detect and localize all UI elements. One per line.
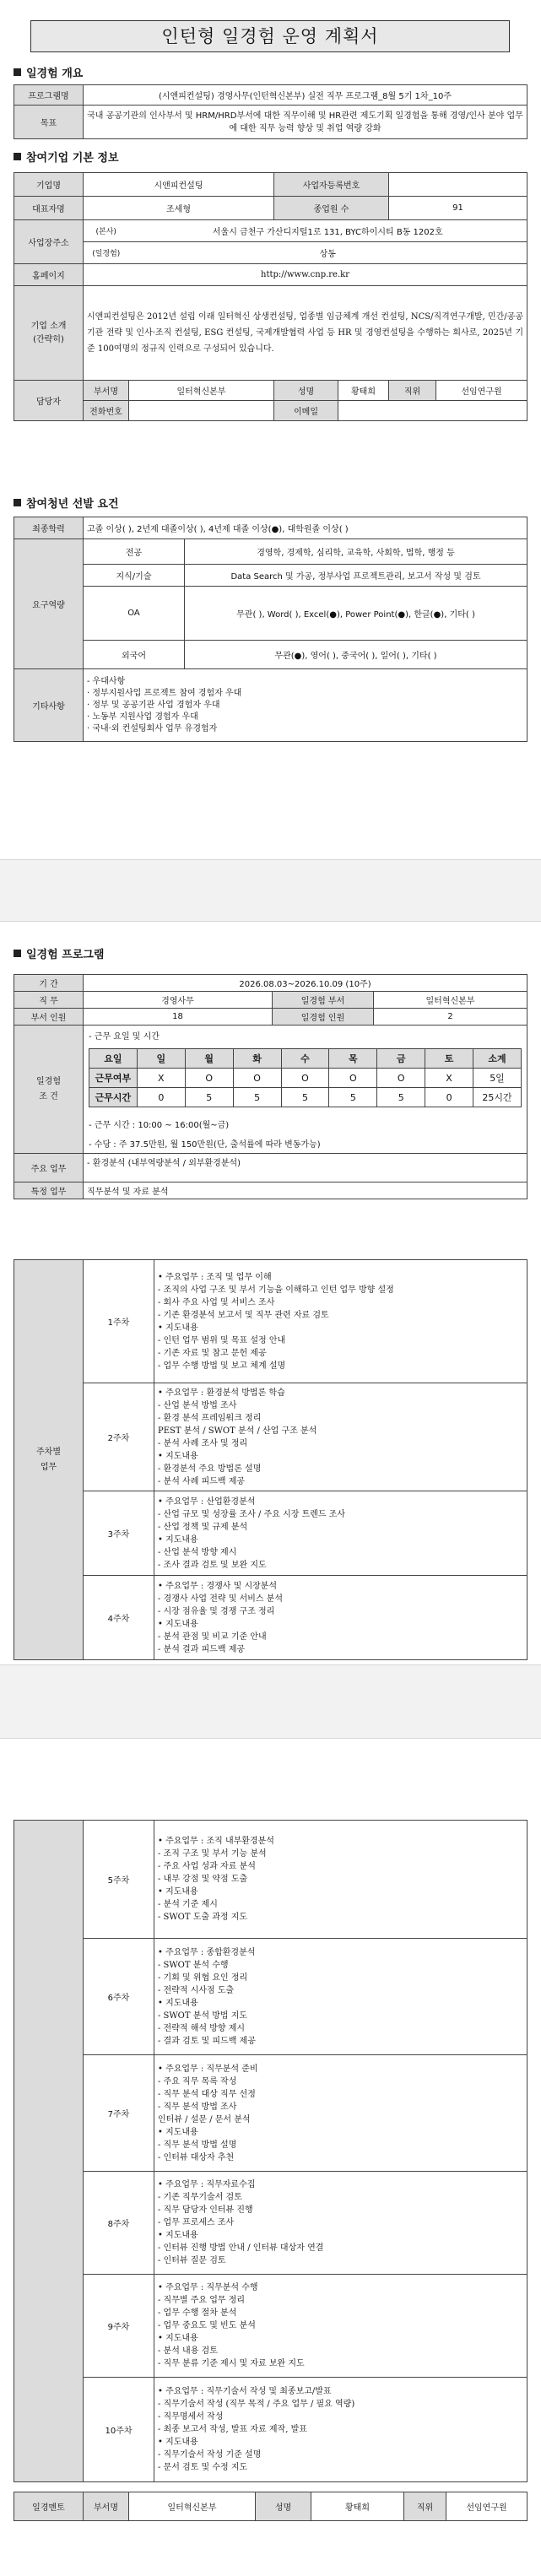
pref-item: · 노동부 지원사업 경험자 우대 bbox=[87, 712, 198, 722]
page-3 bbox=[0, 1739, 541, 2576]
week-item: • 지도내용 bbox=[158, 1887, 198, 1897]
square-bullet-icon bbox=[14, 950, 21, 957]
week-label: 10주차 bbox=[84, 2378, 154, 2482]
week-item: - 업무 중요도 및 빈도 분석 bbox=[158, 2321, 256, 2330]
week-item: • 지도내용 bbox=[158, 1323, 198, 1333]
week-item: - 환경분석 주요 방법론 설명 bbox=[158, 1464, 262, 1474]
week-item: • 지도내용 bbox=[158, 2334, 198, 2343]
program-label: 프로그램명 bbox=[14, 85, 84, 106]
week-label: 2주차 bbox=[84, 1383, 154, 1491]
week-item: - 분석 사례 피드백 제공 bbox=[158, 1476, 246, 1486]
schedule-day-header: 요일 bbox=[89, 1049, 138, 1069]
dept-count-label: 부서 인원 bbox=[14, 1009, 84, 1026]
address-site-value: 상동 bbox=[129, 242, 527, 264]
schedule-table bbox=[89, 1048, 522, 1107]
conditions-heading: - 근무 요일 및 시간 bbox=[89, 1032, 160, 1042]
week-activities bbox=[154, 2378, 527, 2482]
program-table bbox=[14, 974, 527, 1199]
week-item: - 인터뷰 질문 검토 bbox=[158, 2256, 226, 2265]
week-item: • 주요업무 : 산업환경분석 bbox=[158, 1496, 256, 1507]
homepage-link[interactable]: http://www.cnp.re.kr bbox=[84, 264, 527, 286]
schedule-cell: O bbox=[377, 1069, 425, 1088]
skill-label: 지식/기술 bbox=[84, 565, 185, 587]
week-item: • 주요업무 : 조직 및 업무 이해 bbox=[158, 1272, 272, 1282]
square-bullet-icon bbox=[14, 68, 21, 76]
week-activities bbox=[154, 2055, 527, 2172]
email-value bbox=[338, 401, 527, 421]
week-item: - 인턴 업무 범위 및 목표 설정 안내 bbox=[158, 1335, 286, 1345]
schedule-cell: 근무여부 bbox=[89, 1069, 138, 1088]
schedule-cell: X bbox=[137, 1069, 185, 1088]
week-item: - 직무기술서 작성 기준 설명 bbox=[158, 2450, 262, 2460]
company-name-label: 기업명 bbox=[14, 173, 84, 197]
period-value: 2026.08.03~2026.10.09 (10주) bbox=[84, 975, 527, 992]
email-label: 이메일 bbox=[274, 401, 338, 421]
period-label: 기 간 bbox=[14, 975, 84, 992]
pay-line: - 수당 : 주 37.5만원, 월 150만원(단, 출석률에 따라 변동가능) bbox=[89, 1140, 321, 1150]
week-item: - 산업 분석 방법 조사 bbox=[158, 1400, 237, 1410]
manager-label: 담당자 bbox=[14, 381, 84, 421]
week-item: • 지도내용 bbox=[158, 1451, 198, 1461]
manager-name-label: 성명 bbox=[274, 381, 338, 401]
schedule-cell: 5 bbox=[233, 1088, 281, 1107]
week-item: - 산업 정책 및 규제 분석 bbox=[158, 1522, 248, 1532]
skill-value: Data Search 및 가공, 정부사업 프로젝트관리, 보고서 작성 및 검토 bbox=[185, 565, 527, 587]
bizno-label: 사업자등록번호 bbox=[274, 173, 389, 197]
mentor-name-label: 성명 bbox=[256, 2492, 311, 2521]
homepage-label: 홈페이지 bbox=[14, 264, 84, 286]
main-task-label: 주요 업무 bbox=[14, 1154, 84, 1182]
week-item: • 주요업무 : 직무분석 수행 bbox=[158, 2283, 258, 2292]
week-item: - 업무 수행 방법 및 보고 체계 설명 bbox=[158, 1361, 286, 1371]
week-item: - 산업 분석 방향 제시 bbox=[158, 1547, 237, 1557]
page-1 bbox=[0, 0, 541, 859]
schedule-cell: 0 bbox=[137, 1088, 185, 1107]
weekly-table-page3 bbox=[14, 1820, 527, 2482]
schedule-cell: 5 bbox=[329, 1088, 377, 1107]
week-item: • 주요업무 : 직무자료수집 bbox=[158, 2180, 256, 2189]
weekly-label-continued bbox=[14, 1821, 84, 2482]
page-2 bbox=[0, 922, 541, 1664]
phone-value bbox=[129, 401, 274, 421]
company-name-value: 시앤피컨설팅 bbox=[84, 173, 274, 197]
week-item: - 조사 결과 검토 및 보완 지도 bbox=[158, 1560, 267, 1570]
address-site-tag: (일경험) bbox=[84, 242, 129, 264]
weekly-label: 주차별 업무 bbox=[14, 1260, 84, 1660]
week-item: - 기회 및 위협 요인 정리 bbox=[158, 1973, 248, 1983]
intern-count-label: 일경험 인원 bbox=[273, 1009, 374, 1026]
section-overview-title: 일경험 개요 bbox=[26, 68, 84, 80]
week-label: 3주차 bbox=[84, 1491, 154, 1576]
schedule-cell: O bbox=[233, 1069, 281, 1088]
week-item: - 조직의 사업 구조 및 부서 기능을 이해하고 인턴 업무 방향 설정 bbox=[158, 1285, 394, 1295]
schedule-day-header: 화 bbox=[233, 1049, 281, 1069]
edu-value: 고졸 이상( ), 2년제 대졸이상( ), 4년제 대졸 이상(●), 대학원졸 이상( ) bbox=[84, 517, 527, 539]
schedule-cell: O bbox=[281, 1069, 329, 1088]
week-item: - 직무 분류 기준 제시 및 자료 보완 지도 bbox=[158, 2359, 305, 2368]
week-item: - 업무 수행 절차 분석 bbox=[158, 2308, 237, 2318]
intern-dept-label: 일경험 부서 bbox=[273, 992, 374, 1009]
conditions-cell bbox=[84, 1026, 527, 1154]
week-item: - 분석 관점 및 비교 기준 안내 bbox=[158, 1632, 267, 1642]
mentor-label: 일경멘토 bbox=[14, 2492, 84, 2521]
week-activities bbox=[154, 1576, 527, 1660]
week-item: - 문서 검토 및 수정 지도 bbox=[158, 2463, 248, 2472]
schedule-cell: O bbox=[185, 1069, 233, 1088]
week-activities bbox=[154, 1383, 527, 1491]
week-item: • 지도내용 bbox=[158, 1534, 198, 1545]
staff-label: 종업원 수 bbox=[274, 197, 389, 220]
week-item: - 주요 직무 목록 작성 bbox=[158, 2076, 237, 2086]
lang-value: 무관(●), 영어( ), 중국어( ), 일어( ), 기타( ) bbox=[185, 641, 527, 669]
bizno-value bbox=[389, 173, 527, 197]
week-activities bbox=[154, 1821, 527, 1939]
week-item: - 환경 분석 프레임워크 정리 bbox=[158, 1413, 262, 1423]
pref-item: · 정부지원사업 프로젝트 참여 경험자 우대 bbox=[87, 688, 242, 698]
week-item: - 분석 사례 조사 및 정리 bbox=[158, 1438, 248, 1448]
week-item: - 전략적 해석 방향 제시 bbox=[158, 2023, 246, 2033]
week-label: 7주차 bbox=[84, 2055, 154, 2172]
req-label: 요구역량 bbox=[14, 539, 84, 669]
week-item: • 지도내용 bbox=[158, 1998, 198, 2008]
week-activities bbox=[154, 1260, 527, 1383]
square-bullet-icon bbox=[14, 153, 21, 160]
week-item: • 지도내용 bbox=[158, 2127, 198, 2137]
week-label: 9주차 bbox=[84, 2275, 154, 2378]
week-item: PEST 분석 / SWOT 분석 / 산업 구조 분석 bbox=[158, 1426, 317, 1436]
week-item: - SWOT 분석 방법 지도 bbox=[158, 2010, 248, 2021]
section-overview-heading bbox=[14, 64, 83, 80]
job-value: 경영사무 bbox=[84, 992, 273, 1009]
mentor-name-value: 황태희 bbox=[311, 2492, 404, 2521]
schedule-day-header: 목 bbox=[329, 1049, 377, 1069]
mentor-dept-value: 일터혁신본부 bbox=[129, 2492, 256, 2521]
ceo-label: 대표자명 bbox=[14, 197, 84, 220]
week-item: - 직무 분석 방법 조사 bbox=[158, 2102, 237, 2112]
edu-label: 최종학력 bbox=[14, 517, 84, 539]
section-program-heading bbox=[14, 945, 104, 961]
week-item: - 산업 규모 및 성장률 조사 / 주요 시장 트렌드 조사 bbox=[158, 1509, 346, 1519]
schedule-day-header: 금 bbox=[377, 1049, 425, 1069]
week-label: 4주차 bbox=[84, 1576, 154, 1660]
pref-item: · 정부 및 공공기관 사업 경험자 우대 bbox=[87, 700, 220, 710]
schedule-day-header: 일 bbox=[137, 1049, 185, 1069]
week-item: 인터뷰 / 설문 / 문서 분석 bbox=[158, 2114, 251, 2124]
week-item: - 기존 직무기술서 검토 bbox=[158, 2193, 242, 2202]
schedule-cell: 5일 bbox=[473, 1069, 522, 1088]
week-item: - 시장 점유율 및 경쟁 구조 정리 bbox=[158, 1606, 275, 1616]
mentor-rank-value: 선임연구원 bbox=[446, 2492, 527, 2521]
schedule-cell: 0 bbox=[425, 1088, 473, 1107]
lang-label: 외국어 bbox=[84, 641, 185, 669]
week-item: - 분석 기준 제시 bbox=[158, 1900, 218, 1909]
pref-item: · 국내·외 컨설팅회사 업무 유경험자 bbox=[87, 723, 218, 733]
conditions-label: 일경험 조 건 bbox=[14, 1026, 84, 1154]
week-item: - 주요 사업 성과 자료 분석 bbox=[158, 1862, 256, 1871]
page-gap bbox=[0, 1664, 541, 1739]
week-item: • 주요업무 : 직무기술서 작성 및 최종보고/발표 bbox=[158, 2387, 332, 2396]
section-selection-heading bbox=[14, 495, 119, 511]
weekly-table-page2 bbox=[14, 1259, 527, 1660]
address-main-tag: (본사) bbox=[84, 220, 129, 242]
goal-value: 국내 공공기관의 인사부서 및 HRM/HRD부서에 대한 직무이해 및 HR관련 제도기획 일경험을 통해 경영/인사 분야 업무에 대한 직무 능력 향상 및 취업 역량 강화 bbox=[84, 106, 527, 139]
dept-count-value: 18 bbox=[84, 1009, 273, 1026]
week-item: - SWOT 도출 과정 지도 bbox=[158, 1913, 248, 1922]
week-item: - 분석 내용 검토 bbox=[158, 2346, 218, 2356]
week-item: • 주요업무 : 조직 내부환경분석 bbox=[158, 1837, 274, 1846]
major-label: 전공 bbox=[84, 539, 185, 565]
schedule-cell: X bbox=[425, 1069, 473, 1088]
week-activities bbox=[154, 1491, 527, 1576]
schedule-cell: 25시간 bbox=[473, 1088, 522, 1107]
schedule-day-header: 수 bbox=[281, 1049, 329, 1069]
week-item: - 업무 프로세스 조사 bbox=[158, 2218, 235, 2227]
schedule-cell: 5 bbox=[281, 1088, 329, 1107]
mentor-table bbox=[14, 2492, 527, 2521]
manager-name-value: 황태희 bbox=[338, 381, 389, 401]
week-item: • 주요업무 : 환경분석 방법론 학습 bbox=[158, 1388, 285, 1398]
intro-label: 기업 소개 (간략히) bbox=[14, 286, 84, 381]
schedule-cell: 근무시간 bbox=[89, 1088, 138, 1107]
week-item: - 직무기술서 작성 (직무 목적 / 주요 업무 / 필요 역량) bbox=[158, 2400, 355, 2409]
week-item: - 경쟁사 사업 전략 및 서비스 분석 bbox=[158, 1594, 284, 1604]
page-gap bbox=[0, 859, 541, 922]
week-item: - 직무별 주요 업무 정리 bbox=[158, 2296, 246, 2305]
job-label: 직 무 bbox=[14, 992, 84, 1009]
intern-count-value: 2 bbox=[374, 1009, 527, 1026]
manager-dept-label: 부서명 bbox=[84, 381, 129, 401]
pref-item: - 우대사항 bbox=[87, 676, 126, 686]
schedule-day-header: 월 bbox=[185, 1049, 233, 1069]
week-label: 6주차 bbox=[84, 1939, 154, 2055]
phone-label: 전화번호 bbox=[84, 401, 129, 421]
document-title: 인턴형 일경험 운영 계획서 bbox=[30, 20, 510, 52]
goal-label: 목표 bbox=[14, 106, 84, 139]
week-item: - 내부 강점 및 약점 도출 bbox=[158, 1875, 248, 1884]
week-item: • 주요업무 : 직무분석 준비 bbox=[158, 2064, 258, 2074]
work-time-line: - 근무 시간 : 10:00 ~ 16:00(월~금) bbox=[89, 1121, 230, 1130]
week-item: - 직무 담당자 인터뷰 진행 bbox=[158, 2205, 253, 2215]
week-item: - 결과 검토 및 피드백 제공 bbox=[158, 2036, 256, 2046]
week-item: - 기존 환경분석 보고서 및 직무 관련 자료 검토 bbox=[158, 1310, 329, 1320]
schedule-day-header: 소계 bbox=[473, 1049, 522, 1069]
pref-label: 기타사항 bbox=[14, 669, 84, 742]
intern-dept-value: 일터혁신본부 bbox=[374, 992, 527, 1009]
week-item: - 분석 결과 피드백 제공 bbox=[158, 1644, 246, 1654]
ceo-value: 조세형 bbox=[84, 197, 274, 220]
oa-value: 무관( ), Word( ), Excel(●), Power Point(●), 한글(●), 기타( ) bbox=[185, 587, 527, 641]
week-item: - 직무 분석 대상 직무 선정 bbox=[158, 2089, 256, 2099]
week-activities bbox=[154, 1939, 527, 2055]
manager-rank-label: 직위 bbox=[389, 381, 436, 401]
mentor-dept-label: 부서명 bbox=[84, 2492, 129, 2521]
week-label: 8주차 bbox=[84, 2172, 154, 2275]
schedule-cell: O bbox=[329, 1069, 377, 1088]
special-task-label: 특정 업무 bbox=[14, 1182, 84, 1199]
week-item: • 주요업무 : 종합환경분석 bbox=[158, 1947, 256, 1957]
overview-table bbox=[14, 84, 527, 139]
week-item: - SWOT 분석 수행 bbox=[158, 1960, 229, 1970]
week-item: - 최종 보고서 작성, 발표 자료 제작, 발표 bbox=[158, 2425, 307, 2434]
week-item: - 직무명세서 작성 bbox=[158, 2412, 224, 2422]
address-label: 사업장주소 bbox=[14, 220, 84, 264]
week-item: - 기존 자료 및 참고 문헌 제공 bbox=[158, 1348, 267, 1358]
week-item: • 지도내용 bbox=[158, 2438, 198, 2447]
week-item: - 인터뷰 대상자 추천 bbox=[158, 2152, 235, 2162]
section-company-title: 참여기업 기본 정보 bbox=[26, 152, 119, 165]
manager-dept-value: 일터혁신본부 bbox=[129, 381, 274, 401]
company-table bbox=[14, 172, 527, 421]
schedule-day-header: 토 bbox=[425, 1049, 473, 1069]
selection-table bbox=[14, 517, 527, 742]
week-item: - 회사 주요 사업 및 서비스 조사 bbox=[158, 1297, 275, 1307]
week-activities bbox=[154, 2275, 527, 2378]
week-label: 5주차 bbox=[84, 1821, 154, 1939]
program-value: (시앤피컨설팅) 경영사무(인턴혁신본부) 실전 직무 프로그램_8월 5기 1차_10주 bbox=[84, 85, 527, 106]
week-label: 1주차 bbox=[84, 1260, 154, 1383]
week-item: • 주요업무 : 경쟁사 및 시장분석 bbox=[158, 1581, 278, 1591]
special-task-value: 직무분석 및 자료 분석 bbox=[84, 1182, 527, 1199]
week-item: - 인터뷰 진행 방법 안내 / 인터뷰 대상자 연결 bbox=[158, 2243, 324, 2253]
oa-label: OA bbox=[84, 587, 185, 641]
pref-list bbox=[84, 669, 527, 742]
week-item: - 전략적 시사점 도출 bbox=[158, 1985, 235, 1995]
square-bullet-icon bbox=[14, 499, 21, 506]
schedule-cell: 5 bbox=[377, 1088, 425, 1107]
intro-value: 시앤피컨설팅은 2012년 설립 이래 일터혁신 상생컨설팅, 업종별 임금체계 개선 컨설팅, NCS/직격연구개발, 민간/공공기관 전략 및 인사·조직 컨설팅, ESG 컨설팅, 국제개발협력 사업 등 HR 및 경영컨설팅을 수행하는 회사로, 2025년 기준 100여명의 정규직 인력으로 구성되어 있습니다. bbox=[84, 286, 527, 381]
week-activities bbox=[154, 2172, 527, 2275]
staff-value: 91 bbox=[389, 197, 527, 220]
section-program-title: 일경험 프로그램 bbox=[26, 949, 105, 961]
schedule-cell: 5 bbox=[185, 1088, 233, 1107]
section-selection-title: 참여청년 선발 요건 bbox=[26, 498, 119, 511]
address-main-value: 서울시 금천구 가산디지털1로 131, BYC하이시티 B동 1202호 bbox=[129, 220, 527, 242]
major-value: 경영학, 경제학, 심리학, 교육학, 사회학, 법학, 행정 등 bbox=[185, 539, 527, 565]
week-item: - 직무 분석 방법 설명 bbox=[158, 2140, 237, 2150]
mentor-rank-label: 직위 bbox=[404, 2492, 446, 2521]
week-item: - 조직 구조 및 부서 기능 분석 bbox=[158, 1849, 267, 1859]
week-item: • 지도내용 bbox=[158, 1619, 198, 1629]
week-item: • 지도내용 bbox=[158, 2231, 198, 2240]
main-task-value: - 환경분석 (내부역량분석 / 외부환경분석) bbox=[84, 1154, 527, 1182]
section-company-heading bbox=[14, 149, 119, 165]
manager-rank-value: 선임연구원 bbox=[436, 381, 527, 401]
